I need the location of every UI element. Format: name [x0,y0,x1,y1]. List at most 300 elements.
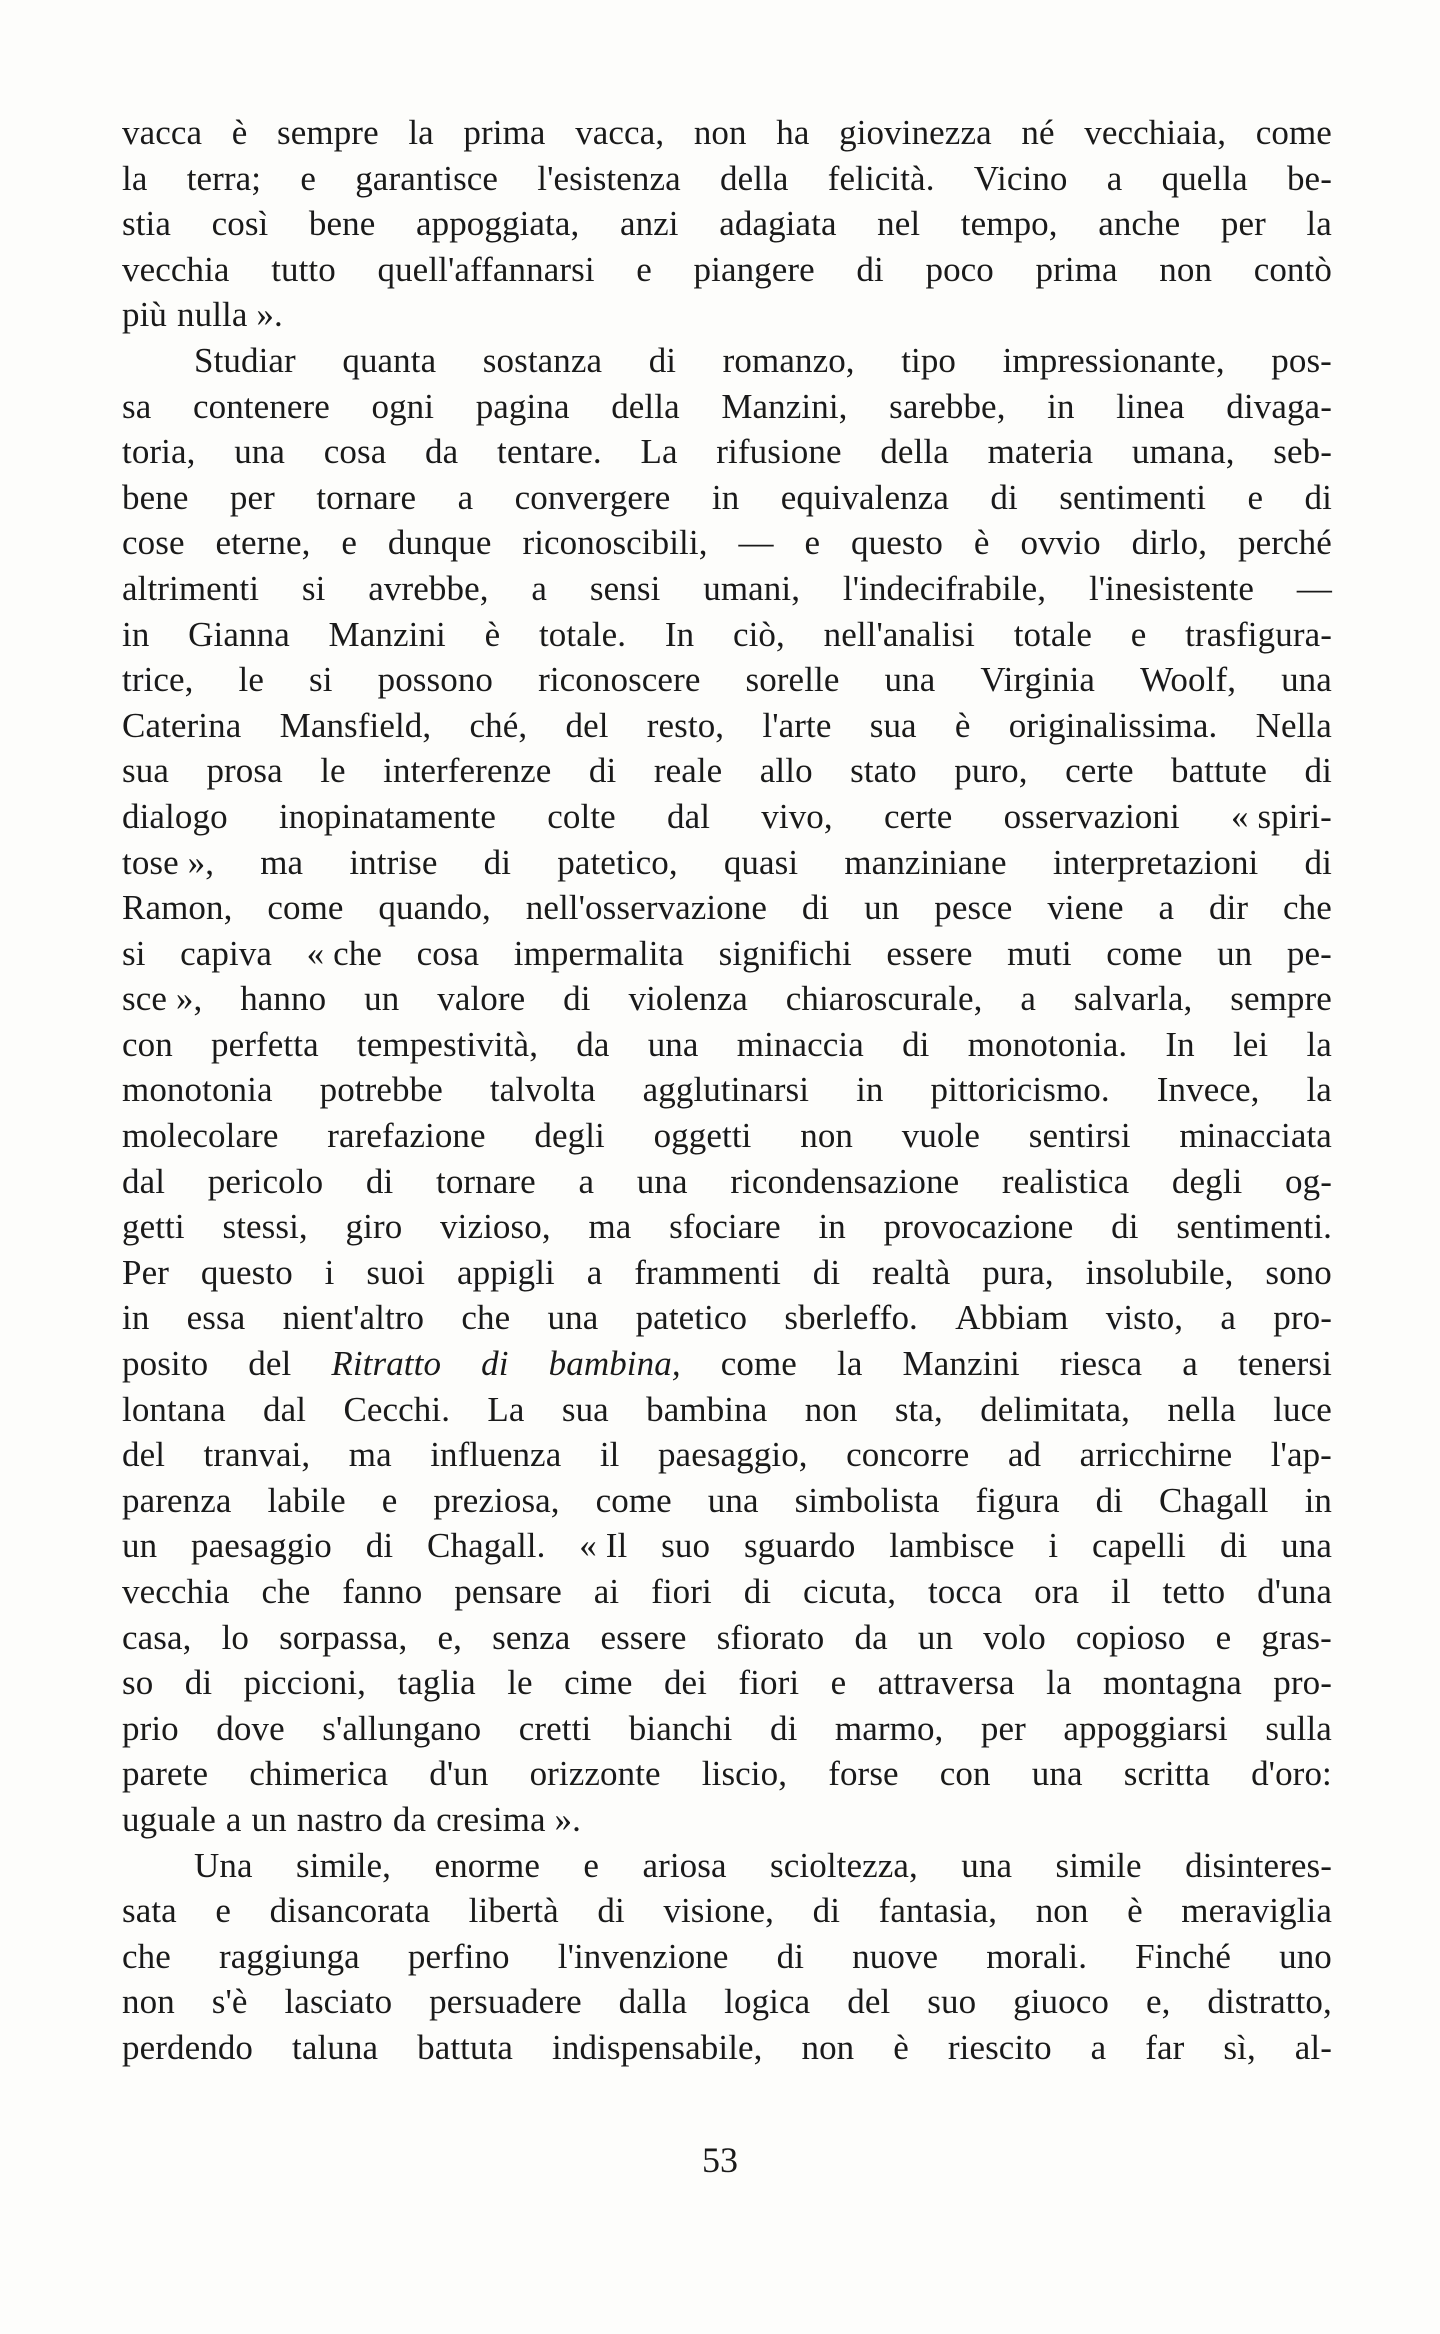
word: paesaggio [191,1526,332,1566]
text-line [122,840,1332,886]
word: osservazioni [1003,796,1180,836]
word: che [1283,888,1332,928]
word: piangere [693,249,815,289]
word: un [251,1799,287,1839]
word: logica [724,1982,811,2022]
word: insolubile, [1085,1252,1234,1292]
word: stessi, [222,1207,308,1247]
word: e [1130,614,1147,654]
word: di [743,1572,772,1611]
word: parete [122,1754,209,1794]
word: umani, [703,568,801,608]
word: la [1046,1663,1072,1703]
word: cime [564,1663,633,1703]
word: vivo, [761,796,833,836]
word: una [961,1845,1013,1885]
word: persuadere [429,1982,582,2022]
word: chimerica [249,1754,389,1794]
word: non [1035,1891,1089,1931]
word: a [586,1252,603,1292]
word: di [483,842,512,882]
text-line [122,1569,1332,1615]
word: di [365,1526,394,1566]
text-line [122,384,1332,430]
word: umana, [1131,432,1235,472]
word: riesca [1059,1344,1143,1384]
word: significhi [718,933,852,973]
word: di [812,1252,841,1292]
word: sce », [122,979,203,1019]
word: so [122,1663,154,1703]
word: in [856,1070,884,1110]
word: Vicino [973,158,1068,198]
word: è [954,705,971,745]
word: reale [653,751,723,791]
word: contò [1253,249,1332,289]
word: paesaggio, [657,1435,808,1475]
word: rarefazione [327,1116,486,1156]
word: ciò, [732,614,785,654]
word: per [980,1708,1026,1748]
word: e [300,158,316,198]
word: posito [122,1344,209,1384]
word: tempestività, [356,1024,539,1064]
word: per [1220,204,1266,244]
text-line [122,794,1332,840]
word: non [693,113,747,152]
word: e [830,1663,847,1703]
word: non [1159,249,1213,289]
word: raggiunga [218,1936,360,1976]
word: ma [588,1207,632,1247]
word: del [122,1435,166,1475]
word: è [484,614,501,654]
word: di [1304,477,1332,517]
word: nella [1167,1389,1236,1429]
word: sostanza [482,340,603,380]
word: avrebbe, [368,568,489,608]
word: di [1095,1480,1124,1520]
word: di [1304,751,1332,791]
word: e [1247,477,1264,517]
word: tornare [316,477,417,517]
word: pro- [1273,1663,1332,1703]
word: di [769,1708,798,1748]
word: in [818,1207,846,1247]
word: e [215,1891,232,1931]
word: e, [1145,1982,1171,2022]
word: lo [221,1617,250,1657]
word: a [1020,979,1036,1019]
word: seb- [1273,432,1332,472]
word: ma [260,842,304,882]
word: riconoscibili, [522,523,708,563]
word: Woolf, [1140,660,1237,700]
word: perfetta [211,1024,319,1064]
word: gras- [1261,1617,1332,1657]
word: Chagall. [427,1526,546,1566]
word: minacciata [1179,1116,1332,1156]
word: appoggiata, [415,204,580,244]
word: impressionante, [1002,340,1225,380]
word: d'oro: [1251,1754,1332,1794]
word: nient'altro [282,1298,425,1338]
word: l'inesistente [1088,568,1255,608]
word: un [864,888,900,928]
word: dirlo, [1131,523,1208,563]
word: che [122,1936,171,1976]
word: stia [122,204,172,244]
word: tocca [927,1572,1003,1611]
word: garantisce [355,158,499,198]
word: della [719,158,789,198]
word: degli [1171,1161,1243,1201]
word: arricchirne [1079,1435,1233,1475]
word: di [1111,1207,1139,1247]
word: a [531,568,548,608]
word: e [583,1845,600,1885]
word: prosa [206,751,283,791]
word: Manzini [328,614,446,654]
text-line [122,1295,1332,1341]
word: certe [883,796,953,836]
word: appigli [456,1252,555,1292]
word: a [1158,888,1175,928]
word: vecchia [122,249,230,289]
word: a [457,477,474,517]
word: influenza [430,1435,562,1475]
word: dei [663,1663,707,1703]
word: bene [122,477,189,517]
word: sentimenti [1059,477,1207,517]
text-line [122,1478,1332,1524]
word: disinteres- [1185,1845,1332,1885]
word: vecchiaia, [1084,113,1227,152]
word: fanno [342,1572,423,1611]
word: le [507,1663,533,1703]
text-line [122,1204,1332,1250]
word: sua [561,1389,609,1429]
word: uguale [122,1799,216,1839]
word: sguardo [743,1526,856,1566]
text-line [122,1250,1332,1296]
word: di [597,1891,625,1931]
word: prio [122,1708,179,1748]
word: realtà [872,1252,951,1292]
word: bambina, [548,1344,681,1384]
word: vacca [122,113,203,152]
word: e [636,249,652,289]
text-line [122,292,1332,338]
word: l'invenzione [557,1936,729,1976]
word: meraviglia [1181,1891,1332,1931]
word: perdendo [122,2027,254,2067]
word: di [1304,842,1332,882]
text-line [122,885,1332,931]
word: Una [194,1845,253,1885]
word: sensi [589,568,661,608]
word: dal [263,1389,307,1429]
word: nell'analisi [823,614,975,654]
text-line [122,1888,1332,1934]
word: minaccia [736,1024,864,1064]
word: quando, [378,888,491,928]
word: il [599,1435,620,1475]
text-line [122,1751,1332,1797]
word: divaga- [1226,386,1332,426]
word: Manzini [902,1344,1020,1384]
word: di [184,1663,213,1703]
word: patetico [635,1298,748,1338]
word: per [229,477,275,517]
word: valore [437,979,526,1019]
word: Nella [1255,705,1332,745]
word: tutto [271,249,336,289]
word: una [647,1024,699,1064]
word: si [122,933,146,973]
word: ma [348,1435,392,1475]
word: cicuta, [803,1572,897,1611]
word: tornare [436,1161,536,1201]
word: altrimenti [122,568,260,608]
word: suo [661,1526,711,1566]
word: sua [122,751,169,791]
word: — [738,523,774,563]
text-line [122,1067,1332,1113]
word: vecchia [122,1572,230,1611]
word: talvolta [489,1070,596,1110]
word: bambina [646,1389,768,1429]
word: labile [267,1480,346,1520]
word: al- [1294,2027,1332,2067]
word: allo [759,751,813,791]
word: nulla ». [177,295,283,335]
word: di [801,888,830,928]
word: sfiorato [716,1617,825,1657]
word: essere [886,933,973,973]
text-line [122,931,1332,977]
word: la [408,113,434,152]
word: perché [1237,523,1332,563]
word: bene [308,204,376,244]
word: puro, [954,751,1028,791]
word: riescito [947,2027,1052,2067]
word: Caterina [122,705,242,745]
word: una [1031,1754,1083,1794]
word: appoggiarsi [1063,1708,1228,1748]
word: nel [877,204,921,244]
word: taglia [397,1663,476,1703]
word: felicità. [827,158,935,198]
word: quasi [723,842,799,882]
word: Per [122,1252,169,1292]
word: realistica [1001,1161,1130,1201]
word: morali. [986,1936,1088,1976]
word: tenersi [1237,1344,1332,1384]
word: sarebbe, [889,386,1006,426]
word: linea [1116,386,1185,426]
word: dunque [387,523,492,563]
text-line [122,1159,1332,1205]
word: In [664,614,695,654]
word: perfino [407,1936,510,1976]
word: pos- [1271,340,1332,380]
word: l'esistenza [537,158,681,198]
word: cose [122,523,185,563]
word: è [231,113,248,152]
word: dove [216,1708,285,1748]
word: si [301,568,326,608]
text-line [122,1113,1332,1159]
word: Mansfield, [279,705,432,745]
word: Studiar [194,340,296,380]
word: Cecchi. [343,1389,451,1429]
word: una [1281,660,1332,700]
word: libertà [468,1891,559,1931]
text-line [122,748,1332,794]
word: Invece, [1156,1070,1260,1110]
word: sfociare [669,1207,781,1247]
text-line [122,612,1332,658]
word: lasciato [284,1982,393,2022]
text-line [122,2025,1332,2071]
word: di [481,1344,509,1384]
word: sta, [894,1389,943,1429]
word: dialogo [122,796,228,836]
word: ora [1034,1572,1080,1611]
word: di [563,979,591,1019]
word: enorme [434,1845,541,1885]
word: nuove [852,1936,939,1976]
word: scritta [1123,1754,1210,1794]
text-line [122,338,1332,384]
word: con [122,1024,173,1064]
word: i [1048,1526,1059,1566]
word: salvarla, [1073,979,1193,1019]
word: inopinatamente [278,796,497,836]
word: a [1106,158,1123,198]
text-line [122,657,1332,703]
word: giuoco [1013,1982,1109,2022]
word: quanta [342,340,437,380]
word: battuta [417,2027,514,2067]
word: Manzini, [721,386,848,426]
word: a [1090,2027,1107,2067]
word: della [611,386,680,426]
word: la [122,158,148,198]
word: battute [1171,751,1267,791]
word: forse [828,1754,899,1794]
word: intrise [349,842,438,882]
word: degli [534,1116,605,1156]
word: nell'osservazione [525,888,767,928]
word: visione, [663,1891,775,1931]
word: far [1145,2027,1185,2067]
word: di [776,1936,805,1976]
word: orizzonte [529,1754,661,1794]
word: attraversa [877,1663,1015,1703]
word: og- [1285,1161,1332,1201]
word: disancorata [269,1891,431,1931]
word: manziniane [844,842,1007,882]
word: casa, [122,1617,192,1657]
word: come [267,888,344,928]
word: si [309,660,333,700]
word: pericolo [207,1161,324,1201]
word: « che [306,933,382,973]
word: tranvai, [203,1435,311,1475]
word: di [902,1024,930,1064]
word: da [854,1617,888,1657]
word: le [238,660,265,700]
word: non [122,1982,175,2022]
word: ad [1007,1435,1042,1475]
word: nastro [296,1799,383,1839]
text-line [122,1022,1332,1068]
word: fantasia, [878,1891,998,1931]
word: sentirsi [1028,1116,1131,1156]
word: luce [1273,1389,1332,1429]
word: sentimenti. [1176,1207,1332,1247]
text-line [122,1615,1332,1661]
word: chiaroscurale, [785,979,983,1019]
word: cretti [518,1708,592,1748]
word: potrebbe [319,1070,443,1110]
word: Chagall [1159,1480,1269,1520]
word: essere [600,1617,687,1657]
word: non [800,1116,854,1156]
word: adagiata [719,204,837,244]
word: agglutinarsi [642,1070,810,1110]
word: resto, [646,705,725,745]
text-line [122,1706,1332,1752]
word: trasfigura- [1185,614,1332,654]
text-line [122,1843,1332,1889]
word: totale [1013,614,1093,654]
word: giovinezza [839,113,992,152]
word: bianchi [628,1708,733,1748]
word: senza [492,1617,571,1657]
text-line [122,1432,1332,1478]
word: ovvio [1020,523,1101,563]
word: né [1021,113,1055,152]
word: « Il [579,1526,628,1566]
word: indispensabile, [552,2027,763,2067]
word: è [1127,1891,1143,1931]
word: a [225,1799,242,1839]
word: la [837,1344,863,1384]
word: sempre [1230,979,1332,1019]
word: questo [851,523,944,563]
word: viene [1047,888,1124,928]
word: come [595,1480,672,1520]
word: vuole [901,1116,981,1156]
word: anche [1098,204,1181,244]
body-text [122,110,1332,2071]
word: dalla [618,1982,688,2022]
word: violenza [628,979,748,1019]
word: giro [345,1207,403,1247]
word: essa [186,1298,246,1338]
word: fiori [651,1572,712,1611]
text-line [122,520,1332,566]
word: rifusione [716,432,842,472]
word: Ritratto [331,1344,442,1384]
word: prima [1035,249,1118,289]
word: non [801,2027,855,2067]
word: taluna [292,2027,379,2067]
word: sorelle [745,660,840,700]
